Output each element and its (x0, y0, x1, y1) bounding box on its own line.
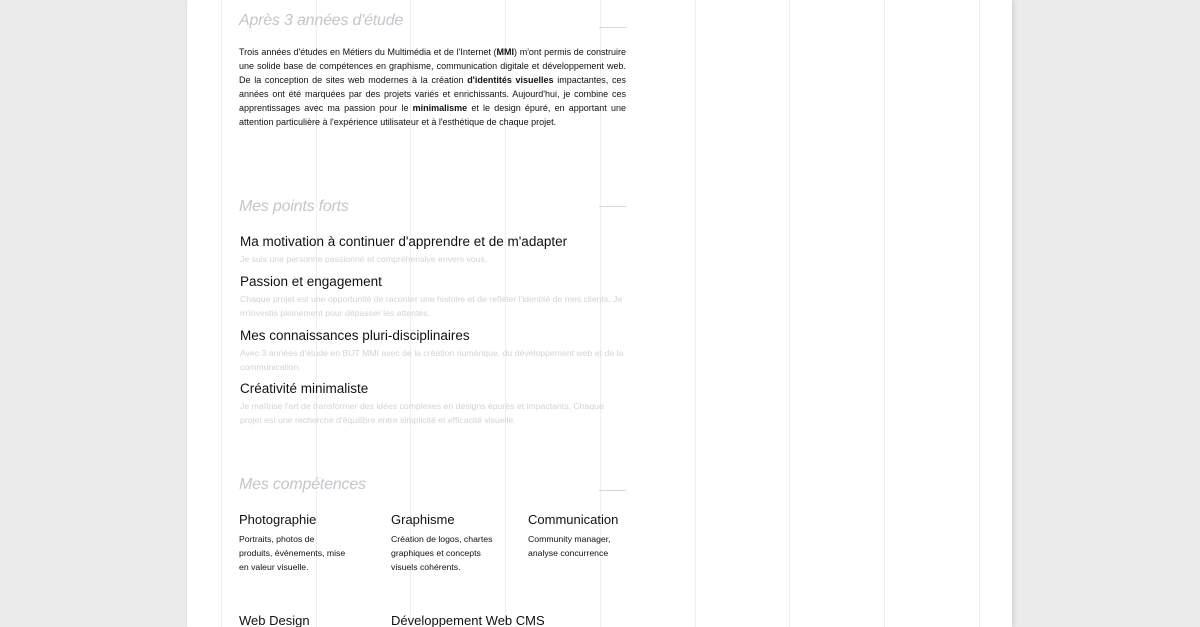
grid-line (221, 0, 222, 627)
section-divider (599, 206, 626, 207)
strength-title: Ma motivation à continuer d'apprendre et de m'adapter (240, 234, 568, 249)
strength-description: Avec 3 années d'étude en BUT MMI avec de la création numérique, du développement web et de la communication. (240, 348, 624, 372)
about-paragraph (239, 45, 626, 130)
skill-item (391, 512, 497, 574)
skill-title: Graphisme (391, 512, 455, 527)
skill-description: Création de logos, chartes graphiques et concepts visuels cohérents. (391, 534, 493, 572)
intro-text: impactantes, ces années ont été marquées par des projets variés et enrichissants. Aujourd'hui, je combine ces apprentissages avec ma passion pour le (239, 75, 627, 114)
skill-item (391, 613, 591, 627)
cv-page (187, 0, 1012, 627)
strength-description: Je maîtrise l'art de transformer des idées complexes en designs épurés et impactants. Chaque projet est une recherche d'équilibre entre simplicité et efficacité visuelle. (240, 401, 604, 425)
skill-title: Photographie (239, 512, 317, 527)
skill-item (528, 512, 628, 560)
strength-item (240, 234, 626, 266)
strength-title: Créativité minimaliste (240, 381, 369, 396)
skill-item (239, 613, 349, 627)
intro-text: ) m'ont permis de construire une solide base de compétences en graphisme, communication digitale et développement web. De la conception de sites web modernes à la création (239, 47, 626, 86)
skill-description: Community manager, analyse concurrence (528, 534, 611, 558)
intro-text: Trois années d'études en Métiers du Multimédia et de l'Internet ( (239, 47, 497, 57)
strength-description: Chaque projet est une opportunité de raconter une histoire et de refléter l'identité de mes clients. Je m'investis pleinement pour dépasser les attentes. (240, 294, 623, 318)
section-divider (599, 27, 626, 28)
strength-item (240, 274, 626, 320)
strength-item (240, 328, 626, 374)
strengths-section-title: Mes points forts (239, 198, 349, 215)
strength-title: Mes connaissances pluri-disciplinaires (240, 328, 470, 343)
skill-title: Communication (528, 512, 619, 527)
intro-highlight: d'identités visuelles (467, 75, 554, 86)
intro-highlight: MMI (496, 47, 515, 57)
grid-line (695, 0, 696, 627)
about-section-title: Après 3 années d'étude (239, 12, 404, 29)
skill-title: Web Design (239, 613, 310, 627)
skill-item (239, 512, 349, 574)
grid-line (979, 0, 980, 627)
skills-section-title: Mes compétences (239, 476, 366, 493)
strength-title: Passion et engagement (240, 274, 382, 289)
skill-description: Portraits, photos de produits, événements, mise en valeur visuelle. (239, 534, 346, 572)
strength-item (240, 381, 626, 427)
grid-line (884, 0, 885, 627)
section-divider (599, 490, 626, 491)
grid-line (789, 0, 790, 627)
skill-title: Développement Web CMS (391, 613, 545, 627)
intro-text: et le design épuré, en apportant une attention particulière à l'expérience utilisateur et à l'esthétique de chaque projet. (239, 103, 626, 128)
strength-description: Je suis une personne passionné et compréhensive envers vous. (240, 254, 488, 264)
intro-highlight: minimalisme (412, 103, 468, 114)
